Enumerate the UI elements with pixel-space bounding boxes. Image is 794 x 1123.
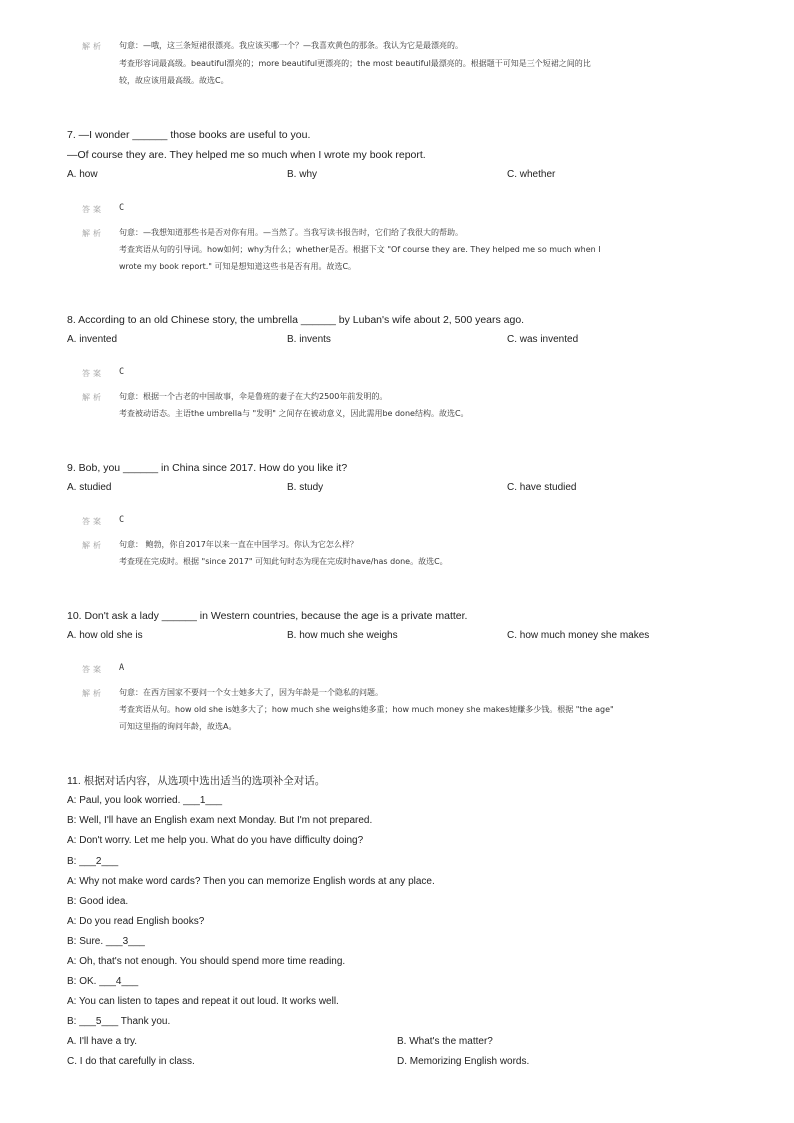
blank-1: ___1___ bbox=[183, 795, 223, 806]
analysis-label: 解析 bbox=[82, 229, 104, 238]
q11-option-c: C. I do that carefully in class. bbox=[67, 1056, 195, 1067]
q8-explanation-line: 句意：根据一个古老的中国故事，伞是鲁班的妻子在大约2500年前发明的。 bbox=[119, 392, 388, 401]
q10-option-b: B. how much she weighs bbox=[287, 630, 398, 641]
dialogue-line: B: OK. ___4___ bbox=[67, 976, 139, 987]
dialogue-line: B: ___2___ bbox=[67, 856, 119, 867]
q8-stem: 8. According to an old Chinese story, the umbrella ______ by Luban's wife about 2, 500 years ago. bbox=[67, 314, 525, 326]
q8-explanation-line: 考查被动语态。主语the umbrella与 "发明" 之间存在被动意义，因此需用be done结构。故选C。 bbox=[119, 409, 469, 418]
blank-3: ___3___ bbox=[105, 936, 145, 947]
q11-option-a: A. I'll have a try. bbox=[67, 1036, 138, 1047]
blank-5: ___5___ bbox=[79, 1016, 119, 1027]
q10-explanation-line: 考查宾语从句。how old she is她多大了；how much she weighs她多重；how much money she makes她赚多少钱。根据 "the age" bbox=[119, 705, 614, 714]
dialogue-line: A: Paul, you look worried. ___1___ bbox=[67, 795, 223, 806]
dialogue-line: A: Don't worry. Let me help you. What do you have difficulty doing? bbox=[67, 835, 364, 846]
analysis-label: 解析 bbox=[82, 42, 104, 51]
q10-answer: A bbox=[119, 663, 125, 673]
q8-answer: C bbox=[119, 367, 125, 377]
q6-explanation-line: 较，故应该用最高级。故选C。 bbox=[119, 76, 229, 85]
dialogue-line: B: Good idea. bbox=[67, 896, 129, 907]
dialogue-line: A: Oh, that's not enough. You should spend more time reading. bbox=[67, 956, 346, 967]
q7-explanation-line: 句意：—我想知道那些书是否对你有用。—当然了。当我写读书报告时，它们给了我很大的帮助。 bbox=[119, 228, 463, 237]
blank-2: ___2___ bbox=[79, 856, 119, 867]
q11-title: 11. 根据对话内容，从选项中选出适当的选项补全对话。 bbox=[67, 775, 326, 787]
analysis-label: 解析 bbox=[82, 393, 104, 402]
dialogue-line: A: Why not make word cards? Then you can memorize English words at any place. bbox=[67, 876, 435, 887]
dialogue-line: B: Well, I'll have an English exam next Monday. But I'm not prepared. bbox=[67, 815, 373, 826]
q7-stem: 7. —I wonder ______ those books are useful to you. bbox=[67, 129, 311, 141]
dialogue-line: B: ___5___ Thank you. bbox=[67, 1016, 171, 1027]
q9-explanation-line: 考查现在完成时。根据 "since 2017" 可知此句时态为现在完成时have/has done。故选C。 bbox=[119, 557, 448, 566]
answer-label: 答案 bbox=[82, 369, 104, 378]
q8-option-b: B. invents bbox=[287, 334, 331, 345]
q7-option-b: B. why bbox=[287, 169, 318, 180]
analysis-label: 解析 bbox=[82, 689, 104, 698]
dialogue-line: A: You can listen to tapes and repeat it out loud. It works well. bbox=[67, 996, 339, 1007]
q9-option-c: C. have studied bbox=[507, 482, 577, 493]
q7-explanation-line: 考查宾语从句的引导词。how如何；why为什么；whether是否。根据下文 "Of course they are. They helped me so much when I bbox=[119, 245, 601, 254]
q10-option-c: C. how much money she makes bbox=[507, 630, 650, 641]
q9-answer: C bbox=[119, 515, 125, 525]
q8-option-c: C. was invented bbox=[507, 334, 579, 345]
dialogue-line: A: Do you read English books? bbox=[67, 916, 205, 927]
q7-stem-response: —Of course they are. They helped me so much when I wrote my book report. bbox=[67, 149, 426, 161]
q10-explanation-line: 可知这里指的询问年龄，故选A。 bbox=[119, 722, 237, 731]
answer-label: 答案 bbox=[82, 205, 104, 214]
q7-option-a: A. how bbox=[67, 169, 98, 180]
blank-4: ___4___ bbox=[99, 976, 139, 987]
q9-stem: 9. Bob, you ______ in China since 2017. How do you like it? bbox=[67, 462, 348, 474]
analysis-label: 解析 bbox=[82, 541, 104, 550]
q9-option-a: A. studied bbox=[67, 482, 112, 493]
q7-answer: C bbox=[119, 203, 125, 213]
q11-option-d: D. Memorizing English words. bbox=[397, 1056, 530, 1067]
q9-option-b: B. study bbox=[287, 482, 324, 493]
q9-explanation-line: 句意： 鲍勃，你自2017年以来一直在中国学习。你认为它怎么样？ bbox=[119, 540, 358, 549]
answer-label: 答案 bbox=[82, 665, 104, 674]
q8-option-a: A. invented bbox=[67, 334, 118, 345]
q6-explanation-line: 考查形容词最高级。beautiful漂亮的；more beautiful更漂亮的；the most beautiful最漂亮的。根据题干可知是三个短裙之间的比 bbox=[119, 59, 591, 68]
q10-option-a: A. how old she is bbox=[67, 630, 143, 641]
q7-option-c: C. whether bbox=[507, 169, 556, 180]
q7-explanation-line: wrote my book report." 可知是想知道这些书是否有用。故选C。 bbox=[119, 262, 357, 271]
q10-explanation-line: 句意：在西方国家不要问一个女士她多大了，因为年龄是一个隐私的问题。 bbox=[119, 688, 383, 697]
dialogue-line: B: Sure. ___3___ bbox=[67, 936, 145, 947]
q10-stem: 10. Don't ask a lady ______ in Western countries, because the age is a private matter. bbox=[67, 610, 468, 622]
q6-explanation-line: 句意：—哦，这三条短裙很漂亮。我应该买哪一个？—我喜欢黄色的那条。我认为它是最漂亮的。 bbox=[119, 41, 463, 50]
q11-option-b: B. What's the matter? bbox=[397, 1036, 493, 1047]
answer-label: 答案 bbox=[82, 517, 104, 526]
